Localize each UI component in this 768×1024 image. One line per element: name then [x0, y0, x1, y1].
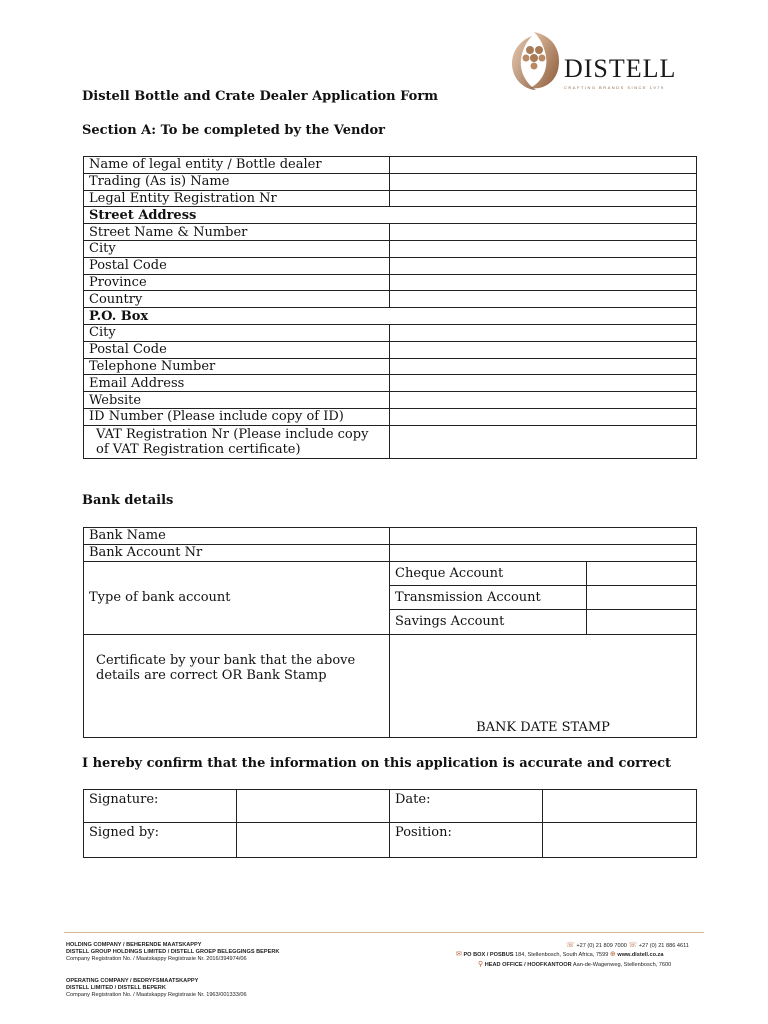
table-row [84, 224, 697, 241]
pobox-address: 184, Stellenbosch, South Africa, 7599 [515, 952, 609, 958]
table-row [84, 375, 697, 392]
table-row [84, 257, 697, 274]
field-label: Telephone Number [84, 358, 390, 375]
signature-label: Signature: [84, 790, 237, 823]
bank-name-label: Bank Name [84, 528, 390, 545]
holding-company-name: DISTELL GROUP HOLDINGS LIMITED / DISTELL GROEP BELEGGINGS BEPERK [66, 949, 280, 955]
position-label: Position: [390, 823, 543, 858]
field-label: VAT Registration Nr (Please include copy of VAT Registration certificate) [84, 425, 390, 458]
field-value-input[interactable] [390, 291, 697, 308]
distell-logo [506, 30, 712, 92]
signature-table [83, 789, 697, 858]
field-label: Email Address [84, 375, 390, 392]
section-header-label: Street Address [84, 207, 697, 224]
bank-certificate-label: Certificate by your bank that the above details are correct OR Bank Stamp [84, 634, 390, 737]
signed-by-label: Signed by: [84, 823, 237, 858]
section-a-title: Section A: To be completed by the Vendor [82, 123, 386, 138]
field-label: Postal Code [84, 341, 390, 358]
field-label: Legal Entity Registration Nr [84, 190, 390, 207]
grape-emblem-icon [506, 30, 564, 92]
bank-details-table [83, 527, 697, 738]
logo-tagline: CRAFTING BRANDS SINCE 1979 [564, 85, 665, 90]
table-row [84, 408, 697, 425]
envelope-icon: ✉ [456, 951, 462, 958]
field-value-input[interactable] [390, 425, 697, 458]
table-row [84, 425, 697, 458]
table-row [84, 190, 697, 207]
field-label: Website [84, 392, 390, 409]
bank-name-field[interactable] [390, 528, 697, 545]
table-row [84, 157, 697, 174]
field-value-input[interactable] [390, 324, 697, 341]
field-label: Name of legal entity / Bottle dealer [84, 157, 390, 174]
date-label: Date: [390, 790, 543, 823]
footer-head-office [478, 961, 671, 969]
operating-company-title: OPERATING COMPANY / BEDRYFSMAATSKAPPY [66, 978, 199, 984]
footer-divider [64, 932, 704, 933]
field-label: Country [84, 291, 390, 308]
footer-pobox [456, 951, 663, 959]
table-row [84, 528, 697, 545]
fax-icon: ☏ [628, 942, 638, 949]
field-value-input[interactable] [390, 274, 697, 291]
bank-account-nr-field[interactable] [390, 544, 697, 561]
table-row [84, 291, 697, 308]
field-label: Street Name & Number [84, 224, 390, 241]
holding-company-reg: Company Registration No. / Maatskappy Registrasie Nr. 2016/394974/06 [66, 956, 247, 962]
date-field[interactable] [543, 790, 697, 823]
location-pin-icon: ⚲ [478, 961, 484, 968]
bank-stamp-area[interactable] [390, 634, 697, 737]
transmission-account-checkbox[interactable] [587, 585, 697, 609]
phone-icon: ☏ [566, 942, 575, 949]
field-value-input[interactable] [390, 224, 697, 241]
field-value-input[interactable] [390, 240, 697, 257]
table-row [84, 358, 697, 375]
bank-account-nr-label: Bank Account Nr [84, 544, 390, 561]
confirmation-statement: I hereby confirm that the information on this application is accurate and correct [82, 756, 672, 771]
signed-by-field[interactable] [237, 823, 390, 858]
field-value-input[interactable] [390, 408, 697, 425]
field-value-input[interactable] [390, 157, 697, 174]
section-header-label: P.O. Box [84, 308, 697, 325]
globe-icon: ⊕ [609, 951, 616, 958]
table-row [84, 341, 697, 358]
field-value-input[interactable] [390, 190, 697, 207]
table-row [84, 790, 697, 823]
phone-number: +27 (0) 21 809 7000 [576, 943, 627, 949]
vendor-details-table [83, 156, 697, 459]
holding-company-title: HOLDING COMPANY / BEHERENDE MAATSKAPPY [66, 942, 202, 948]
field-value-input[interactable] [390, 341, 697, 358]
field-value-input[interactable] [390, 375, 697, 392]
field-value-input[interactable] [390, 358, 697, 375]
table-row [84, 308, 697, 325]
fax-number: +27 (0) 21 886 4611 [638, 943, 689, 949]
field-label: ID Number (Please include copy of ID) [84, 408, 390, 425]
operating-company-reg: Company Registration No. / Maatskappy Registrasie Nr. 1963/001333/06 [66, 992, 247, 998]
field-value-input[interactable] [390, 392, 697, 409]
account-type-option: Transmission Account [390, 585, 587, 609]
table-row [84, 274, 697, 291]
account-type-label: Type of bank account [84, 561, 390, 634]
table-row [84, 544, 697, 561]
field-value-input[interactable] [390, 173, 697, 190]
website-link[interactable]: www.distell.co.za [617, 952, 664, 958]
table-row [84, 173, 697, 190]
table-row [84, 823, 697, 858]
logo-wordmark: DISTELL [564, 54, 677, 83]
bank-details-title: Bank details [82, 493, 174, 508]
field-label: City [84, 240, 390, 257]
form-title: Distell Bottle and Crate Dealer Application Form [82, 89, 438, 104]
savings-account-checkbox[interactable] [587, 609, 697, 634]
position-field[interactable] [543, 823, 697, 858]
field-label: Province [84, 274, 390, 291]
table-row [84, 392, 697, 409]
footer-phones [566, 942, 689, 950]
table-row [84, 240, 697, 257]
bank-stamp-label: BANK DATE STAMP [476, 719, 610, 735]
field-label: City [84, 324, 390, 341]
field-label: Postal Code [84, 257, 390, 274]
head-office-address: Aan-de-Wagenweg, Stellenbosch, 7600 [572, 962, 672, 968]
account-type-option: Cheque Account [390, 561, 587, 585]
account-type-option: Savings Account [390, 609, 587, 634]
field-label: Trading (As is) Name [84, 173, 390, 190]
cheque-account-checkbox[interactable] [587, 561, 697, 585]
table-row [84, 561, 697, 585]
table-row [84, 634, 697, 737]
field-value-input[interactable] [390, 257, 697, 274]
head-office-label: HEAD OFFICE / HOOFKANTOOR [484, 962, 572, 968]
pobox-label: PO BOX / POSBUS [463, 952, 514, 958]
table-row [84, 207, 697, 224]
table-row [84, 324, 697, 341]
operating-company-name: DISTELL LIMITED / DISTELL BEPERK [66, 985, 166, 991]
signature-field[interactable] [237, 790, 390, 823]
